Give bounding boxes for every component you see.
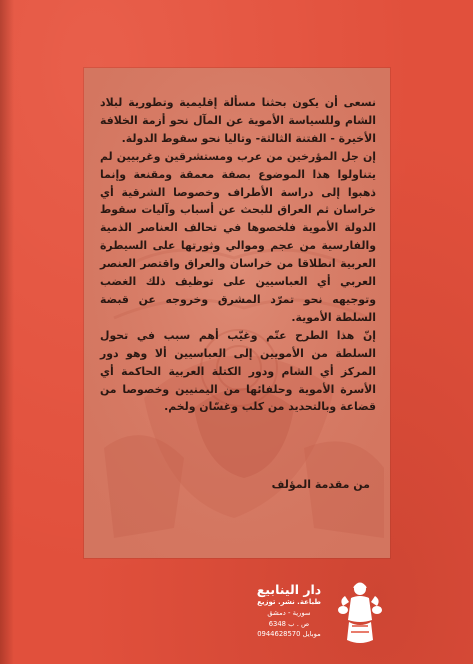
blurb-paragraph-3: إنّ هذا الطرح عتّم وغيّب أهم سبب في تحول السلطة من الأمويين إلى العباسيين ألا وهو دور المركز أي الشام ودور الكتلة العربية الحاكمة أي الأسرة الأموية وحلفائها من اليمنيين وخصوصا من قضاعة وبالتحديد من كلب وغسّان ولخم.	[100, 328, 376, 414]
spine-shadow	[0, 0, 14, 664]
publisher-mobile: موبايل 0944628570	[257, 630, 321, 638]
blurb-attribution: من مقدمة المؤلف	[271, 478, 370, 491]
publisher-tagline: طباعة. نشر. توزيع	[257, 598, 321, 606]
text-panel	[84, 68, 390, 558]
publisher-po-box: ص . ب 6348	[268, 619, 310, 628]
blurb-text	[100, 94, 376, 416]
publisher-city: سورية - دمشق	[267, 609, 311, 617]
lamp-bearer-logo-icon	[337, 580, 383, 648]
blurb-paragraph-1: نسعى أن يكون بحثنا مسألة إقليمية وتطورية لبلاد الشام وللسياسة الأموية عن المآل نحو أزمة الخلافة الأخيرة - الفتنة الثالثة- وتاليا نحو سقوط الدولة.	[100, 96, 376, 145]
blurb-paragraph-2: إن جل المؤرخين من عرب ومستشرقين وغربيين لم يتناولوا هذا الموضوع بصفة معمقة ومقنعة وإنما ذهبوا إلى دراسة الأطراف وخصوصا الشرقية أي خراسان ثم العراق للبحث عن أسباب وآليات سقوط الدولة الأموية فلخصوها في تحالف العناصر الذمية والفارسية من عجم وموالي وثورتها على السيطرة العربية انطلاقا من خراسان والعراق واقتصر العنصر العربي أي العباسيين على توظيف ذلك الغضب وتوجيهه نحو تمرّد المشرق وخروجه عن قبضة السلطة الأموية.	[100, 149, 376, 324]
publisher-name: دار الينابيع	[256, 582, 322, 597]
publisher-info	[243, 582, 335, 640]
publisher-block	[243, 578, 393, 654]
